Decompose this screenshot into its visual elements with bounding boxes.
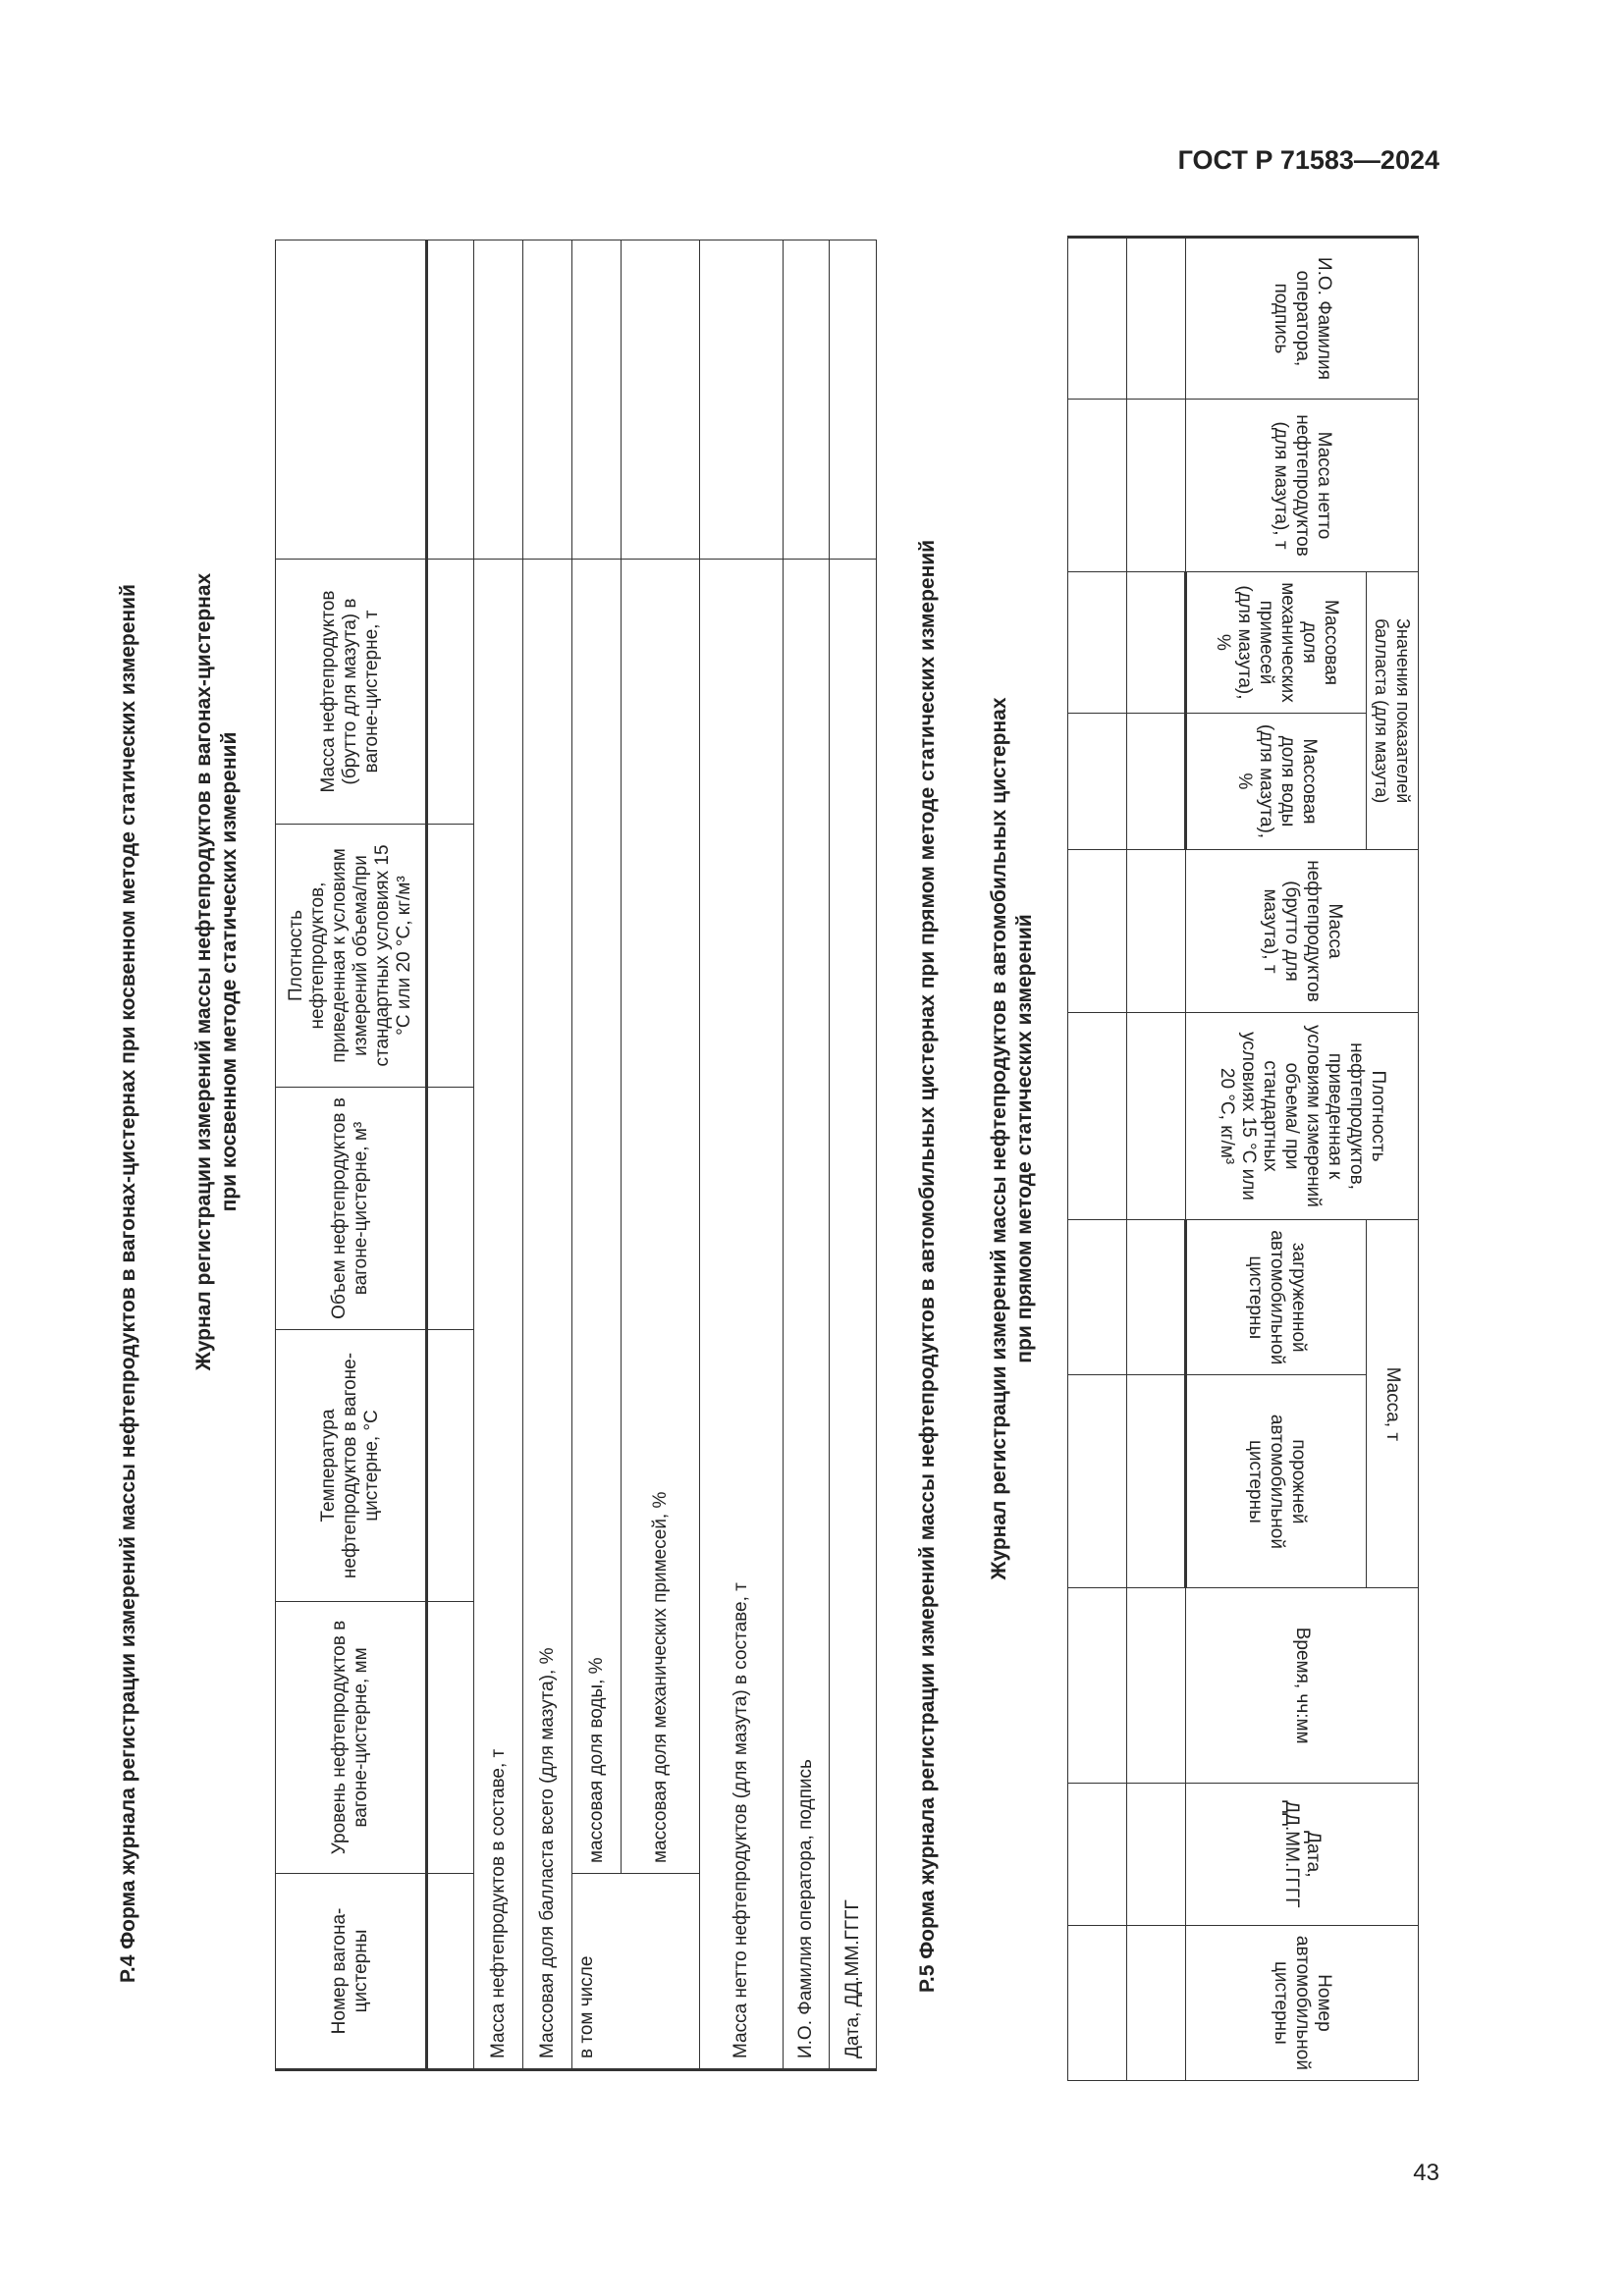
p5-col-mass-empty: порожней автомобильной цистерны: [1186, 1375, 1367, 1588]
p5-blank-cell: [1127, 850, 1186, 1013]
p5-blank-cell: [1068, 1588, 1127, 1783]
p4-blank-cell: [523, 240, 572, 560]
p4-row-operator: И.О. Фамилия оператора, подпись: [784, 560, 830, 2070]
p5-col-tank-number: Номер автомобильной цистерны: [1186, 1925, 1419, 2080]
p4-blank-cell: [427, 825, 474, 1088]
p5-col-time: Время, чч:мм: [1186, 1588, 1419, 1783]
p4-row-water: массовая доля воды, %: [572, 560, 622, 1874]
p4-col-level: Уровень нефтепродуктов в вагоне-цистерне, мм: [276, 1602, 427, 1874]
p5-blank-cell: [1127, 572, 1186, 714]
journal-p5-title-line2: при прямом методе статических измерений: [1013, 914, 1036, 1363]
p4-row-impurities: массовая доля механических примесей, %: [622, 560, 700, 1874]
p4-blank-cell: [427, 1874, 474, 2070]
p5-blank-cell: [1127, 1375, 1186, 1588]
p5-blank-cell: [1127, 1783, 1186, 1925]
document-code: ГОСТ Р 71583—2024: [1177, 145, 1439, 175]
p5-blank-cell: [1068, 850, 1127, 1013]
p4-row-total-mass: Масса нефтепродуктов в составе, т: [474, 560, 523, 2070]
p4-row-including: в том числе: [572, 1874, 700, 2070]
p5-blank-cell: [1068, 238, 1127, 400]
p5-col-ballast-group: Значения показателей балласта (для мазута): [1367, 572, 1419, 850]
p5-blank-cell: [1068, 713, 1127, 849]
journal-p4-title-line1: Журнал регистрации измерений массы нефтепродуктов в вагонах-цистернах: [192, 572, 215, 1371]
p5-col-net-mass: Масса нетто нефтепродуктов (для мазута), т: [1186, 399, 1419, 571]
p5-blank-cell: [1068, 1783, 1127, 1925]
p5-blank-cell: [1127, 1012, 1186, 1219]
p5-blank-cell: [1127, 1220, 1186, 1375]
p4-col-density: Плотность нефтепродуктов, приведенная к условиям измерений объема/при стандартных условиях 15 °С или 20 °С, кг/м³: [276, 825, 427, 1088]
p4-header-blank: [276, 240, 427, 560]
journal-p5-title: [987, 574, 1038, 1703]
p4-blank-cell: [700, 240, 784, 560]
p4-row-ballast: Массовая доля балласта всего (для мазута), %: [523, 560, 572, 2070]
p5-col-density: Плотность нефтепродуктов, приведенная к условиям измерений объема/ при стандартных условиях 15 °С или 20 °С, кг/м³: [1186, 1012, 1419, 1219]
p4-blank-cell: [427, 560, 474, 825]
p5-blank-cell: [1127, 1925, 1186, 2080]
table-p5-wrapper: [1067, 236, 1419, 2081]
p4-col-mass: Масса нефтепродуктов (брутто для мазута) в вагоне-цистерне, т: [276, 560, 427, 825]
table-p4-wrapper: [275, 240, 877, 2071]
section-p4-title: Р.4 Форма журнала регистрации измерений массы нефтепродуктов в вагонах-цистернах при косвенном методе статических измерений: [117, 584, 139, 1983]
table-p5: [1067, 236, 1419, 2081]
section-p5-title: Р.5 Форма журнала регистрации измерений массы нефтепродуктов в автомобильных цистернах при прямом методе статических измерений: [916, 539, 939, 1993]
p4-blank-cell: [830, 240, 877, 560]
p4-row-net-mass: Масса нетто нефтепродуктов (для мазута) в составе, т: [700, 560, 784, 2070]
p5-blank-cell: [1127, 399, 1186, 571]
journal-p5-title-line1: Журнал регистрации измерений массы нефтепродуктов в автомобильных цистернах: [988, 697, 1010, 1580]
p4-blank-cell: [572, 240, 622, 560]
p4-blank-cell: [427, 1602, 474, 1874]
p5-col-date: Дата, ДД.ММ.ГГГГ: [1186, 1783, 1419, 1925]
p4-row-date: Дата, ДД.ММ.ГГГГ: [830, 560, 877, 2070]
p5-col-mass-group: Масса, т: [1367, 1220, 1419, 1588]
p4-blank-cell: [427, 240, 474, 560]
p4-blank-cell: [622, 240, 700, 560]
p5-blank-cell: [1127, 1588, 1186, 1783]
p5-col-gross-mass: Масса нефтепродуктов (брутто для мазута), т: [1186, 850, 1419, 1013]
p4-blank-cell: [784, 240, 830, 560]
p5-blank-cell: [1068, 399, 1127, 571]
p4-blank-cell: [474, 240, 523, 560]
p5-blank-cell: [1127, 238, 1186, 400]
p4-blank-cell: [427, 1088, 474, 1330]
table-p4: [275, 240, 877, 2071]
p5-blank-cell: [1068, 1012, 1127, 1219]
page-number: 43: [1413, 2160, 1439, 2186]
p4-col-volume: Объем нефтепродуктов в вагоне-цистерне, м³: [276, 1088, 427, 1330]
p5-blank-cell: [1068, 1375, 1127, 1588]
p5-blank-cell: [1068, 572, 1127, 714]
p5-blank-cell: [1068, 1220, 1127, 1375]
journal-p4-title-line2: при косвенном методе статических измерений: [218, 731, 241, 1212]
p5-col-impurity-fraction: Массовая доля механических примесей (для мазута), %: [1186, 572, 1367, 714]
p5-blank-cell: [1068, 1925, 1127, 2080]
p5-blank-cell: [1127, 713, 1186, 849]
p4-col-wagon-number: Номер вагона-цистерны: [276, 1874, 427, 2070]
p4-col-temperature: Температура нефтепродуктов в вагоне-цистерне, °С: [276, 1330, 427, 1602]
p5-col-water-fraction: Массовая доля воды (для мазута), %: [1186, 713, 1367, 849]
p5-col-mass-loaded: загруженной автомобильной цистерны: [1186, 1220, 1367, 1375]
p4-blank-cell: [427, 1330, 474, 1602]
p5-col-operator: И.О. Фамилия оператора, подпись: [1186, 238, 1419, 400]
journal-p4-title: [191, 250, 243, 1693]
